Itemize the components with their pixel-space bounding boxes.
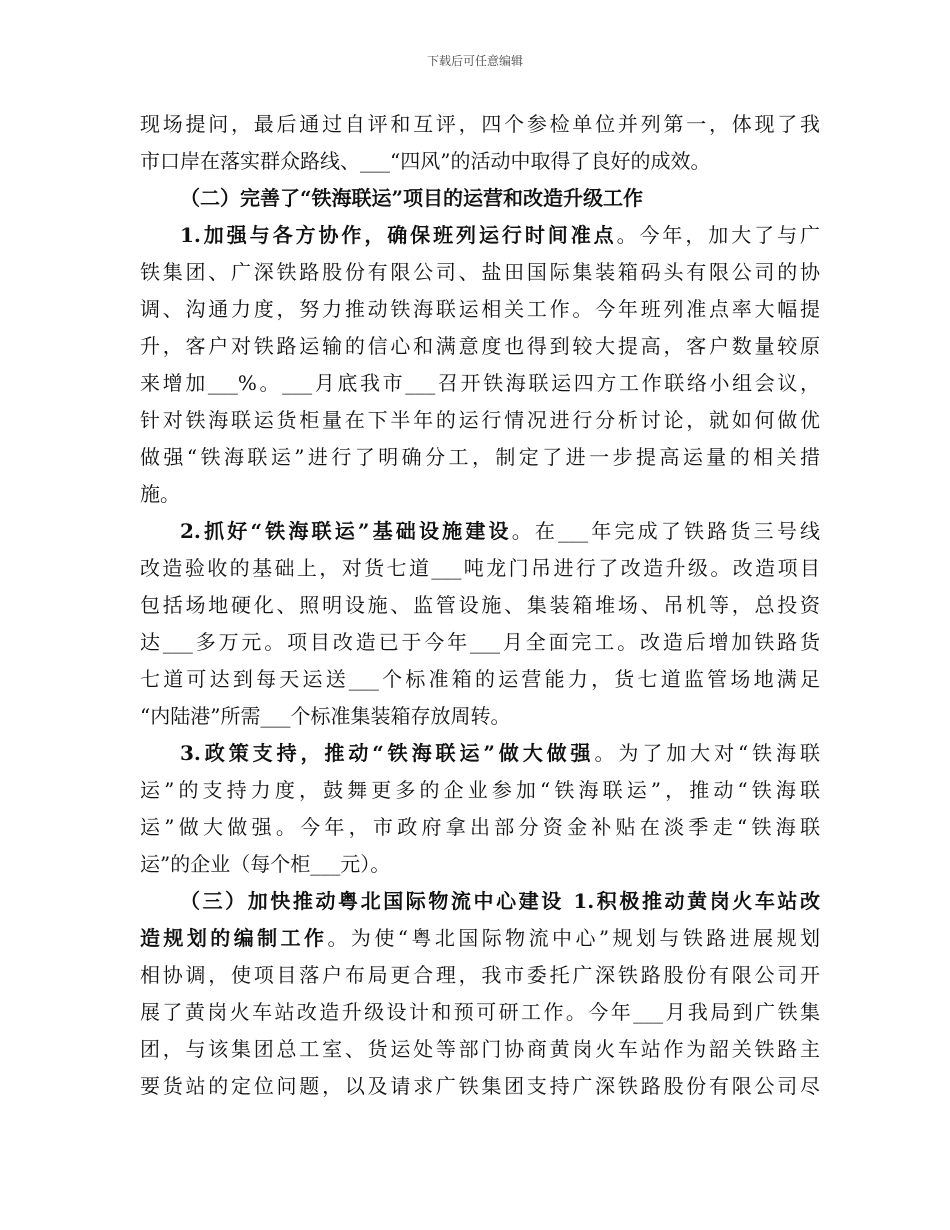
text-line (140, 402, 820, 439)
text-segment: 七道可达到每天运送___个标准箱的运营能力，货七道监管场地满足 (140, 667, 820, 691)
text-line (140, 476, 820, 513)
text-segment: “内陆港”所需___个标准集装箱存放周转。 (140, 704, 511, 728)
text-segment: 做强“铁海联运”进行了明确分工，制定了进一步提高运量的相关措 (140, 445, 820, 469)
text-line (140, 291, 820, 328)
text-line (140, 439, 820, 476)
text-segment: 改造验收的基础上，对货七道___吨龙门吊进行了改造升级。改造项目 (140, 556, 820, 580)
text-line (140, 365, 820, 402)
text-segment: 运”的支持力度，鼓舞更多的企业参加“铁海联运”，推动“铁海联 (140, 778, 820, 802)
text-line (140, 587, 820, 624)
text-line (140, 180, 820, 217)
text-segment: 调、沟通力度，努力推动铁海联运相关工作。今年班列准点率大幅提 (140, 297, 820, 321)
bold-text: 3.政策支持，推动“铁海联运”做大做强 (180, 741, 595, 765)
text-line (140, 698, 820, 735)
text-line (140, 809, 820, 846)
text-segment: 相协调，使项目落户布局更合理，我市委托广深铁路股份有限公司开 (140, 963, 820, 987)
text-segment: 。为使“粤北国际物流中心”规划与铁路进展规划 (327, 926, 821, 950)
text-segment: 要货站的定位问题，以及请求广铁集团支持广深铁路股份有限公司尽 (140, 1074, 820, 1098)
text-segment: 包括场地硬化、照明设施、监管设施、集装箱堆场、吊机等，总投资 (140, 593, 820, 617)
text-segment: 。今年，加大了与广 (616, 223, 821, 247)
text-segment: 。为了加大对“铁海联 (594, 741, 821, 765)
bold-text: 2.抓好“铁海联运”基础设施建设 (180, 519, 512, 543)
text-line (140, 328, 820, 365)
text-line (140, 143, 820, 180)
text-segment: 达___多万元。项目改造已于今年___月全面完工。改造后增加铁路货 (140, 630, 820, 654)
text-line (140, 772, 820, 809)
text-segment: 市口岸在落实群众路线、___“四风”的活动中取得了良好的成效。 (140, 149, 711, 173)
text-line (140, 624, 820, 661)
bold-text: 1.加强与各方协作，确保班列运行时间准点 (180, 223, 617, 247)
text-segment: 运”做大做强。今年，市政府拿出部分资金补贴在淡季走“铁海联 (140, 815, 820, 839)
text-line (140, 920, 820, 957)
text-segment: 针对铁海联运货柜量在下半年的运行情况进行分析讨论，就如何做优 (140, 408, 820, 432)
text-segment: 施。 (140, 482, 180, 506)
text-line (140, 846, 820, 883)
text-segment: 现场提问，最后通过自评和互评，四个参检单位并列第一，体现了我 (140, 112, 820, 136)
bold-text: （三）加快推动粤北国际物流中心建设 1.积极推动黄岗火车站改 (180, 889, 820, 913)
text-line (140, 883, 820, 920)
text-segment: 。在___年完成了铁路货三号线 (511, 519, 821, 543)
text-segment: 团，与该集团总工室、货运处等部门协商黄岗火车站作为韶关铁路主 (140, 1037, 820, 1061)
text-segment: 铁集团、广深铁路股份有限公司、盐田国际集装箱码头有限公司的协 (140, 260, 820, 284)
text-segment: 来增加___%。___月底我市___召开铁海联运四方工作联络小组会议， (140, 371, 820, 395)
text-line (140, 254, 820, 291)
text-line (140, 994, 820, 1031)
text-line (140, 735, 820, 772)
text-segment: 运”的企业（每个柜___元）。 (140, 852, 391, 876)
page-header: 下载后可任意编辑 (426, 54, 523, 68)
bold-text: 造规划的编制工作 (140, 926, 328, 950)
text-line (140, 550, 820, 587)
document-body (140, 106, 820, 1105)
text-line (140, 1068, 820, 1105)
text-segment: 展了黄岗火车站改造升级设计和预可研工作。今年___月我局到广铁集 (140, 1000, 820, 1024)
text-line (140, 957, 820, 994)
text-line (140, 513, 820, 550)
text-line (140, 106, 820, 143)
bold-text: （二）完善了“铁海联运”项目的运营和改造升级工作 (180, 186, 644, 210)
text-line (140, 661, 820, 698)
text-segment: 升，客户对铁路运输的信心和满意度也得到较大提高，客户数量较原 (140, 334, 820, 358)
text-line (140, 1031, 820, 1068)
text-line (140, 217, 820, 254)
